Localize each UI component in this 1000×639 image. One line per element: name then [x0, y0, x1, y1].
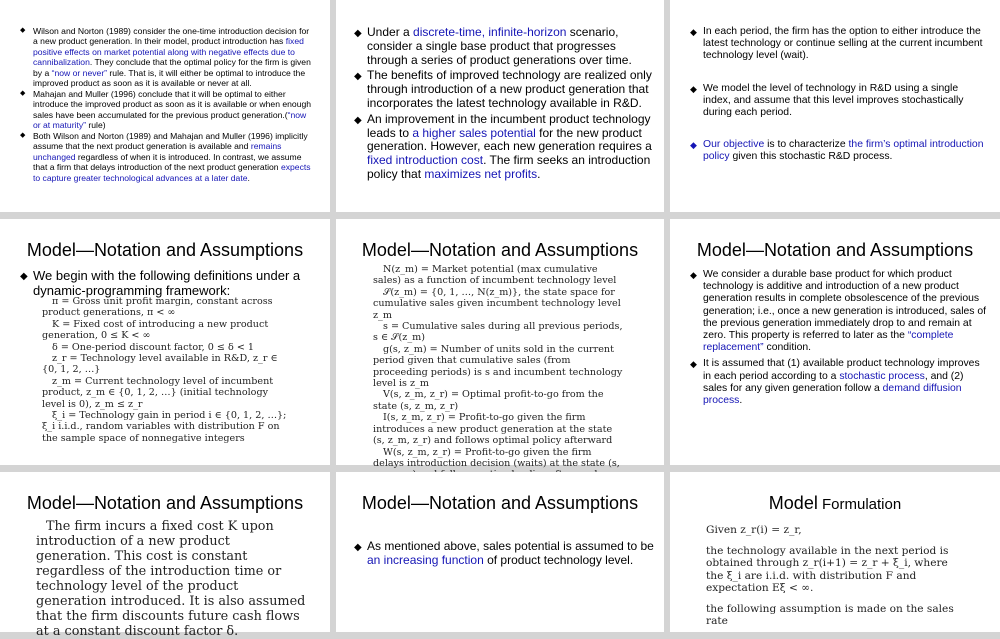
list-item: ◆ Under a discrete-time, infinite-horizon scenario, consider a single base product that progresses through a series of product generations over time.	[354, 26, 652, 67]
slide-model-1	[336, 0, 664, 212]
body-text: The firm incurs a fixed cost K upon introduction of a new product generation. This cost is constant regardless of the introduction time or technology level of the product generation introduced. It is also assumed that the firm discounts future cash flows at a constant discount factor δ.	[36, 519, 306, 639]
slide-title: Model Formulation	[768, 493, 902, 513]
definition: N(z_m) = Market potential (max cumulative sales) as a function of incumbent technology level	[373, 264, 617, 287]
bullet-list	[20, 26, 316, 184]
definitions	[42, 296, 292, 444]
list-item: ◆ Our objective is to characterize the firm’s optimal introduction policy given this stochastic R&D process.	[690, 139, 986, 163]
slide-model-2	[670, 0, 1000, 212]
paragraph: Given z_r(i) = z_r,	[706, 524, 802, 536]
definition: π = Gross unit profit margin, constant across product generations, π < ∞	[42, 296, 273, 319]
definition: δ = One-period discount factor, 0 ≤ δ < 1	[52, 341, 255, 353]
definition: K = Fixed cost of introducing a new product generation, 0 ≤ K < ∞	[42, 318, 269, 342]
definition: V(s, z_m, z_r) = Optimal profit-to-go from the state (s, z_m, z_r)	[373, 389, 604, 412]
list-item: ◆ An improvement in the incumbent product technology leads to a higher sales potential for the new product generation. However, each new generation requires a fixed introduction cost. The firm seeks an introduction policy that maximizes net profits.	[354, 113, 652, 182]
bullet-list	[354, 26, 652, 184]
definition: ξ_i = Technology gain in period i ∈ {0, 1, 2, …}; ξ_i i.i.d., random variables with distribution F on the sample space of nonnegative integers	[42, 410, 287, 444]
definition: 𝒮(z_m) = {0, 1, …, N(z_m)}, the state space for cumulative sales given incumbent technology level z_m	[373, 286, 621, 321]
slide-notation-1	[0, 219, 330, 465]
slide-notation-4	[0, 472, 330, 639]
list-item: ◆ We begin with the following definitions under a dynamic-programming framework:	[20, 269, 310, 298]
definitions	[373, 264, 623, 481]
slide-title: Model—Notation and Assumptions	[26, 493, 304, 513]
definition: z_r = Technology level available in R&D, z_r ∈ {0, 1, 2, …}	[42, 353, 278, 376]
paragraph: the following assumption is made on the sales rate	[706, 602, 954, 627]
list-item: ◆ We consider a durable base product for which product technology is additive and introduction of a new product generation results in complete obsolescence of the previous generation; i.e., once a new generation is introduced, sales of the previous generation immediately drop to and remain at zero. This property is referred to later as the “complete replacement” condition.	[690, 269, 990, 354]
slide-title: Model—Notation and Assumptions	[361, 493, 639, 513]
bullet-list	[690, 26, 986, 164]
body-text	[706, 524, 968, 636]
slide-title: Model—Notation and Assumptions	[361, 240, 639, 260]
definition: W(s, z_m, z_r) = Profit-to-go given the firm delays introduction decision (waits) at the state (s,	[373, 446, 620, 469]
definition: I(s, z_m, z_r) = Profit-to-go given the firm introduces a new product generation at the state (s, z_m, z_r) and follows optimal policy afterward	[373, 412, 613, 447]
list-item: ◆ Both Wilson and Norton (1989) and Mahajan and Muller (1996) implicitly assume that the next product generation is available and remains unchanged regardless of when it is introduced. In contrast, we assume that a firm that delays introduction of the next product generation expects to capture greater technological advances at a later date.	[20, 131, 316, 183]
list-item: ◆ Wilson and Norton (1989) consider the one-time introduction decision for a new product generation. In their model, product introduction has fixed positive effects on market potential along with negative effects due to cannibalization. They conclude that the optimal policy for the firm is given by a “now or never” rule. That is, it will either be optimal to introduce the improved product as soon as it is available or never at all.	[20, 26, 316, 88]
slide-notation-5	[336, 472, 664, 632]
slide-literature	[0, 0, 330, 212]
list-item: ◆ As mentioned above, sales potential is assumed to be an increasing function of product technology level.	[354, 540, 654, 568]
slide-notation-2	[336, 219, 664, 469]
definition: z_m = Current technology level of incumbent product, z_m ∈ {0, 1, 2, …} (initial technology level is 0), z_m ≤ z_r	[42, 375, 274, 410]
definition: s = Cumulative sales during all previous periods, s ∈ 𝒮(z_m)	[373, 321, 623, 344]
slide-title: Model—Notation and Assumptions	[26, 240, 304, 260]
paragraph: the technology available in the next period is obtained through z_r(i+1) = z_r + ξ_i, where the ξ_i are i.i.d. with distribution F and expectation Eξ < ∞.	[706, 544, 949, 594]
bullet-list	[354, 540, 654, 570]
bullet-list	[690, 269, 990, 407]
list-item: ◆ The benefits of improved technology are realized only through introduction of a new product generation that incorporates the latest technology available in R&D.	[354, 69, 652, 110]
list-item: ◆ Mahajan and Muller (1996) conclude that it will be optimal to either introduce the improved product as soon as it is available or when enough sales have been accumulated for the previous product generation.(“now or at maturity” rule)	[20, 89, 316, 131]
definition: g(s, z_m) = Number of units sold in the current period given that cumulative sales (from proceeding periods) is s and incumbent technology level is z_m	[373, 343, 623, 390]
slide-formulation	[670, 472, 1000, 632]
list-item: ◆ It is assumed that (1) available product technology improves in each period according to a stochastic process, and (2) sales for any given generation follow a demand diffusion process.	[690, 358, 990, 407]
slide-notation-3	[670, 219, 1000, 465]
list-item: ◆ In each period, the firm has the option to either introduce the latest technology or continue selling at the current incumbent technology level (wait).	[690, 26, 986, 63]
slide-title: Model—Notation and Assumptions	[696, 240, 974, 260]
list-item: ◆ We model the level of technology in R&D using a single index, and assume that this level improves stochastically during each period.	[690, 83, 986, 120]
